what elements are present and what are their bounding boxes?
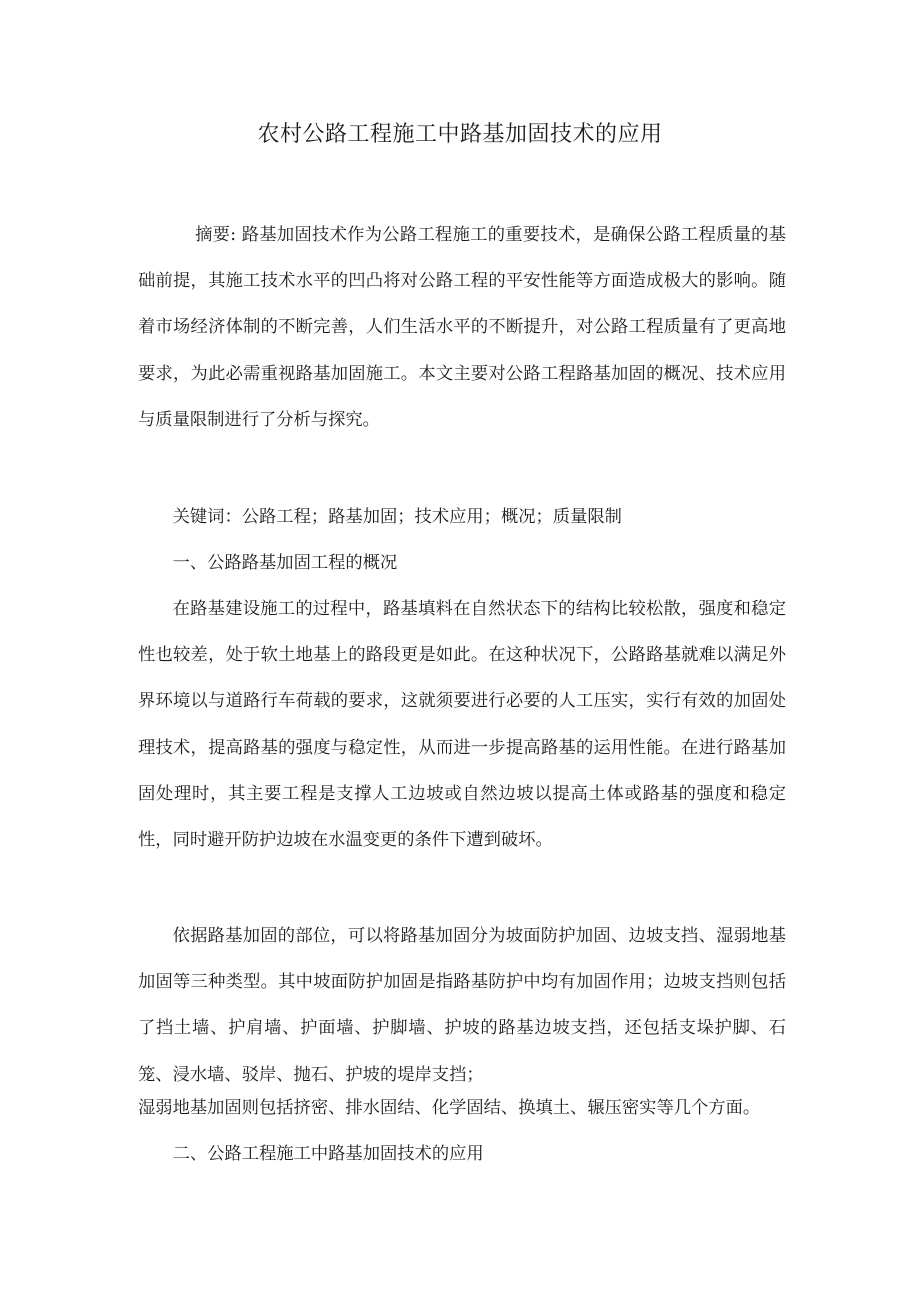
body-paragraph-2: 依据路基加固的部位，可以将路基加固分为坡面防护加固、边坡支挡、湿弱地基加固等三种类型。其中坡面防护加固是指路基防护中均有加固作用；边坡支挡则包括了挡土墙、护肩墙、护面墙、护脚墙、护坡的路基边坡支挡，还包括支垛护脚、石笼、浸水墙、驳岸、抛石、护坡的堤岸支挡； bbox=[138, 926, 786, 1085]
section-heading-2: 二、公路工程施工中路基加固技术的应用 bbox=[172, 1144, 484, 1164]
document-title: 农村公路工程施工中路基加固技术的应用 bbox=[257, 122, 663, 147]
keywords-line: 关键词：公路工程；路基加固；技术应用；概况；质量限制 bbox=[172, 507, 622, 527]
abstract-paragraph: 摘要: 路基加固技术作为公路工程施工的重要技术，是确保公路工程质量的基础前提，其施工技术水平的凹凸将对公路工程的平安性能等方面造成极大的影响。随着市场经济体制的不断完善，人们生活水平的不断提升，对公路工程质量有了更高地要求，为此必需重视路基加固施工。本文主要对公路工程路基加固的概况、技术应用与质量限制进行了分析与探究。 bbox=[138, 225, 786, 430]
body-paragraph-1: 在路基建设施工的过程中，路基填料在自然状态下的结构比较松散，强度和稳定性也较差，处于软土地基上的路段更是如此。在这种状况下，公路路基就难以满足外界环境以与道路行车荷载的要求，这就须要进行必要的人工压实，实行有效的加固处理技术，提高路基的强度与稳定性，从而进一步提高路基的运用性能。在进行路基加固处理时，其主要工程是支撑人工边坡或自然边坡以提高土体或路基的强度和稳定性，同时避开防护边坡在水温变更的条件下遭到破坏。 bbox=[138, 599, 786, 851]
body-paragraph-3: 湿弱地基加固则包括挤密、排水固结、化学固结、换填土、辗压密实等几个方面。 bbox=[138, 1098, 761, 1118]
section-heading-1: 一、公路路基加固工程的概况 bbox=[172, 553, 398, 573]
